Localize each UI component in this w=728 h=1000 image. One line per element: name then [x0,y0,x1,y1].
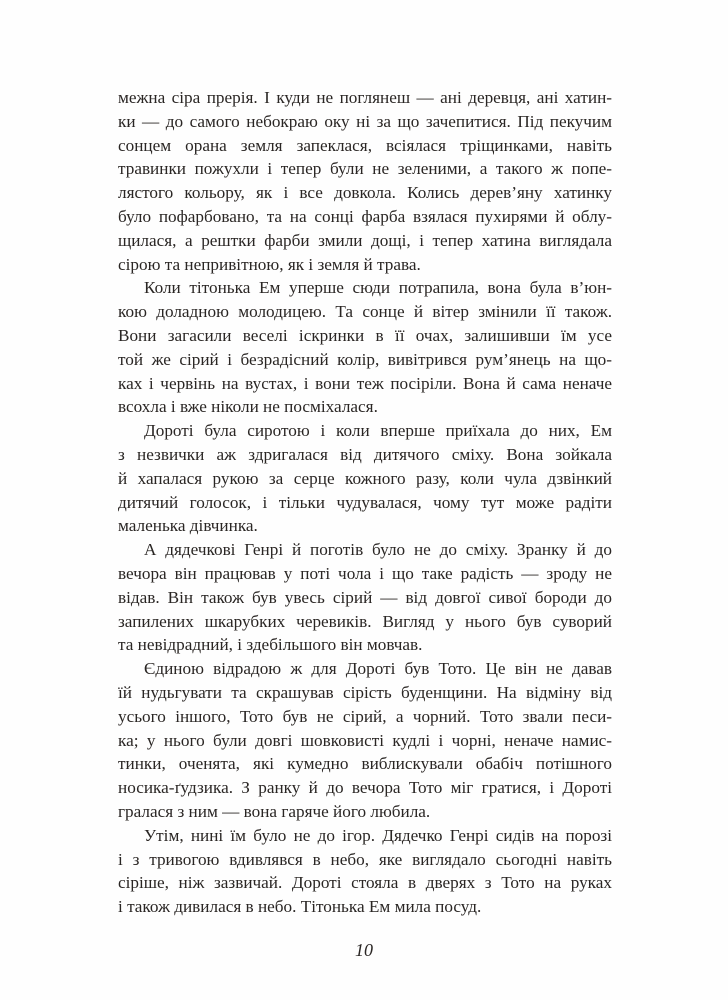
text-line: той же сірий і безрадісний колір, вивітрився рум’янець на що- [118,349,612,369]
text-line: носика-ґудзика. З ранку й до вечора Тото міг гратися, і Дороті [118,778,612,798]
paragraph [118,86,612,276]
text-line: А дядечкові Генрі й поготів було не до сміху. Зранку й до [144,540,612,560]
text-line: травинки пожухли і тепер були не зеленими, а такого ж попе- [118,159,612,179]
text-line: Єдиною відрадою ж для Дороті був Тото. Це він не давав [144,659,612,679]
body-text [118,86,612,919]
text-line: межна сіра прерія. І куди не поглянеш — ані деревця, ані хатин- [118,88,612,107]
text-line: всохла і вже ніколи не посміхалася. [118,397,378,417]
text-line: сіріше, ніж зазвичай. Дороті стояла в дверях з Тото на руках [118,873,612,893]
text-line: відав. Він також був увесь сірий — від довгої сивої бороди до [118,587,612,607]
text-line: Утім, нині їм було не до ігор. Дядечко Генрі сидів на порозі [144,825,612,845]
text-line: сонцем орана земля запеклася, всіялася тріщинками, навіть [118,135,612,155]
text-line: вечора він працював у поті чола і що таке радість — зроду не [118,563,612,583]
text-line: та невідрадний, і здебільшого він мовчав. [118,635,423,655]
paragraph [118,276,612,419]
text-line: Коли тітонька Ем уперше сюди потрапила, вона була в’юн- [144,278,612,298]
paragraph [118,538,612,657]
text-line: сірою та непривітною, як і земля й трава. [118,254,421,274]
text-line: тинки, оченята, які кумедно виблискували обабіч потішного [118,754,612,774]
page-number: 10 [355,940,373,960]
text-line: й хапалася рукою за серце кожного разу, коли чула дзвінкий [118,468,612,488]
text-line: дитячий голосок, і тільки чудувалася, чому тут може радіти [118,492,612,512]
text-line: Вони загасили веселі іскринки в її очах, залишивши їм усе [118,325,612,345]
paragraph [118,419,612,538]
text-line: і з тривогою вдивлявся в небо, яке виглядало сьогодні навіть [118,849,612,869]
text-line: з незвички аж здригалася від дитячого сміху. Вона зойкала [118,444,612,464]
paragraph [118,657,612,824]
text-line: Дороті була сиротою і коли вперше приїхала до них, Ем [144,421,612,441]
text-line: усього іншого, Тото був не сірий, а чорний. Тото звали песи- [118,706,612,726]
text-line: маленька дівчинка. [118,516,258,536]
text-line: гралася з ним — вона гаряче його любила. [118,801,431,821]
text-line: запилених шкарубких черевиків. Вигляд у нього був суворий [118,611,612,631]
text-line: і також дивилася в небо. Тітонька Ем мила посуд. [118,897,482,917]
paragraph [118,824,612,919]
text-line: лястого кольору, як і все довкола. Колись дерев’яну хатинку [118,183,612,203]
text-line: ка; у нього були довгі шовковисті кудлі і чорні, неначе намис- [118,730,612,750]
text-line: їй нудьгувати та скрашував сірість буденщини. На відміну від [118,682,612,702]
text-line: кою доладною молодицею. Та сонце й вітер змінили її також. [118,302,612,322]
text-line: ки — до самого небокраю оку ні за що зачепитися. Під пекучим [118,111,612,131]
text-line: ках і червінь на вустах, і вони теж посіріли. Вона й сама неначе [118,373,612,393]
text-line: було пофарбовано, та на сонці фарба взялася пухирями й облу- [118,206,612,226]
text-line: щилася, а рештки фарби змили дощі, і тепер хатина виглядала [118,230,612,250]
